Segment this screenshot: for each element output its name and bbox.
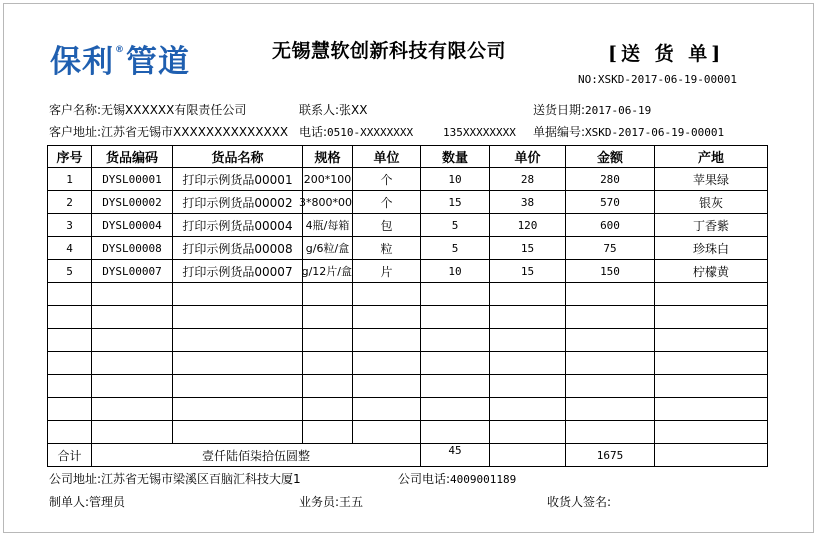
empty-row: [48, 375, 768, 398]
total-amount: 1675: [566, 444, 655, 467]
cell-origin: 珍珠白: [655, 237, 768, 260]
company-phone-label: 公司电话:: [398, 472, 451, 486]
cell-code: DYSL00004: [92, 214, 173, 237]
cell-amount: 600: [566, 214, 655, 237]
document-number: NO:XSKD-2017-06-19-00001: [578, 73, 737, 86]
total-row: [48, 444, 768, 467]
cell-spec: g/6粒/盒: [303, 237, 353, 260]
logo-text-1: 保利: [50, 44, 114, 80]
customer-address: 江苏省无锡市XXXXXXXXXXXXXX: [101, 125, 289, 139]
bill-number-line: [533, 124, 724, 141]
empty-row: [48, 398, 768, 421]
maker-line: [49, 494, 125, 510]
phone-label: 电话:: [299, 125, 328, 139]
company-phone: 4009001189: [450, 473, 517, 486]
cell-index: 5: [48, 260, 92, 283]
delivery-date-line: [533, 102, 651, 119]
cell-index: 2: [48, 191, 92, 214]
salesman-line: [299, 494, 363, 510]
cell-unit-price: 15: [490, 260, 566, 283]
total-blank-origin: [655, 444, 768, 467]
cell-quantity: 10: [421, 260, 490, 283]
company-name: 无锡慧软创新科技有限公司: [272, 40, 507, 62]
customer-name: 无锡XXXXXX有限责任公司: [101, 103, 247, 117]
company-address-label: 公司地址:: [49, 472, 102, 486]
cell-quantity: 5: [421, 237, 490, 260]
cell-code: DYSL00001: [92, 168, 173, 191]
cell-origin: 银灰: [655, 191, 768, 214]
cell-spec: 00*800*3: [303, 191, 353, 214]
header-amount: 金额: [566, 146, 655, 168]
cell-name: 打印示例货品00004: [173, 214, 303, 237]
cell-index: 4: [48, 237, 92, 260]
header-spec: 规格: [303, 146, 353, 168]
cell-name: 打印示例货品00002: [173, 191, 303, 214]
cell-code: DYSL00007: [92, 260, 173, 283]
total-blank-price: [490, 444, 566, 467]
cell-unit-price: 38: [490, 191, 566, 214]
cell-amount: 75: [566, 237, 655, 260]
cell-spec: 100*200: [303, 168, 353, 191]
empty-row: [48, 283, 768, 306]
cell-unit: 包: [353, 214, 421, 237]
cell-name: 打印示例货品00001: [173, 168, 303, 191]
header-quantity: 数量: [421, 146, 490, 168]
phone-2-line: [443, 124, 516, 141]
cell-code: DYSL00002: [92, 191, 173, 214]
phone-2: 135XXXXXXXX: [443, 126, 516, 139]
salesman-value: 王五: [339, 495, 364, 509]
table-row: [48, 260, 768, 283]
cell-unit: 粒: [353, 237, 421, 260]
cell-unit-price: 28: [490, 168, 566, 191]
receiver-signature-line: [547, 494, 611, 510]
document-title: [送 货 单]: [608, 43, 725, 65]
logo-text-2: 管道: [126, 44, 190, 80]
contact-line: [299, 102, 368, 118]
cell-spec: g/12片/盒: [303, 260, 353, 283]
header-code: 货品编码: [92, 146, 173, 168]
logo-registered-mark: ®: [115, 45, 125, 55]
table-row: [48, 237, 768, 260]
total-quantity: 45: [421, 444, 490, 467]
delivery-date-label: 送货日期:: [533, 103, 586, 117]
cell-index: 3: [48, 214, 92, 237]
goods-table: [47, 145, 768, 467]
cell-amount: 280: [566, 168, 655, 191]
empty-row: [48, 421, 768, 444]
cell-unit: 片: [353, 260, 421, 283]
cell-quantity: 10: [421, 168, 490, 191]
table-header-row: [48, 146, 768, 168]
total-label: 合计: [48, 444, 92, 467]
cell-unit-price: 120: [490, 214, 566, 237]
cell-unit: 个: [353, 191, 421, 214]
salesman-label: 业务员:: [299, 495, 340, 509]
company-address: 江苏省无锡市梁溪区百脑汇科技大厦1: [101, 472, 301, 486]
cell-unit-price: 15: [490, 237, 566, 260]
customer-name-label: 客户名称:: [49, 103, 102, 117]
phone-1: 0510-XXXXXXXX: [327, 126, 414, 139]
customer-name-line: [49, 102, 246, 118]
contact-label: 联系人:: [299, 103, 340, 117]
empty-row: [48, 329, 768, 352]
customer-address-label: 客户地址:: [49, 125, 102, 139]
cell-code: DYSL00008: [92, 237, 173, 260]
cell-index: 1: [48, 168, 92, 191]
cell-amount: 150: [566, 260, 655, 283]
table-row: [48, 168, 768, 191]
maker-label: 制单人:: [49, 495, 90, 509]
cell-amount: 570: [566, 191, 655, 214]
cell-quantity: 15: [421, 191, 490, 214]
cell-spec: 4瓶/每箱: [303, 214, 353, 237]
bill-number: XSKD-2017-06-19-00001: [585, 126, 725, 139]
header-unit: 单位: [353, 146, 421, 168]
contact-value: 张XX: [339, 103, 368, 117]
cell-quantity: 5: [421, 214, 490, 237]
header-name: 货品名称: [173, 146, 303, 168]
cell-name: 打印示例货品00007: [173, 260, 303, 283]
empty-row: [48, 306, 768, 329]
header-index: 序号: [48, 146, 92, 168]
cell-origin: 丁香紫: [655, 214, 768, 237]
receiver-signature-label: 收货人签名:: [547, 495, 612, 509]
company-address-line: [49, 471, 301, 487]
company-phone-line: [398, 471, 516, 488]
phone-line: [299, 124, 413, 141]
delivery-date: 2017-06-19: [585, 104, 652, 117]
header-unit-price: 单价: [490, 146, 566, 168]
bill-number-label: 单据编号:: [533, 125, 586, 139]
cell-name: 打印示例货品00008: [173, 237, 303, 260]
cell-origin: 苹果绿: [655, 168, 768, 191]
cell-origin: 柠檬黄: [655, 260, 768, 283]
cell-unit: 个: [353, 168, 421, 191]
empty-row: [48, 352, 768, 375]
total-in-words: 壹仟陆佰柒拾伍圆整: [92, 444, 421, 467]
customer-address-line: [49, 124, 288, 140]
table-row: [48, 214, 768, 237]
company-logo: [50, 40, 190, 80]
table-row: [48, 191, 768, 214]
maker-value: 管理员: [89, 495, 126, 509]
header-origin: 产地: [655, 146, 768, 168]
